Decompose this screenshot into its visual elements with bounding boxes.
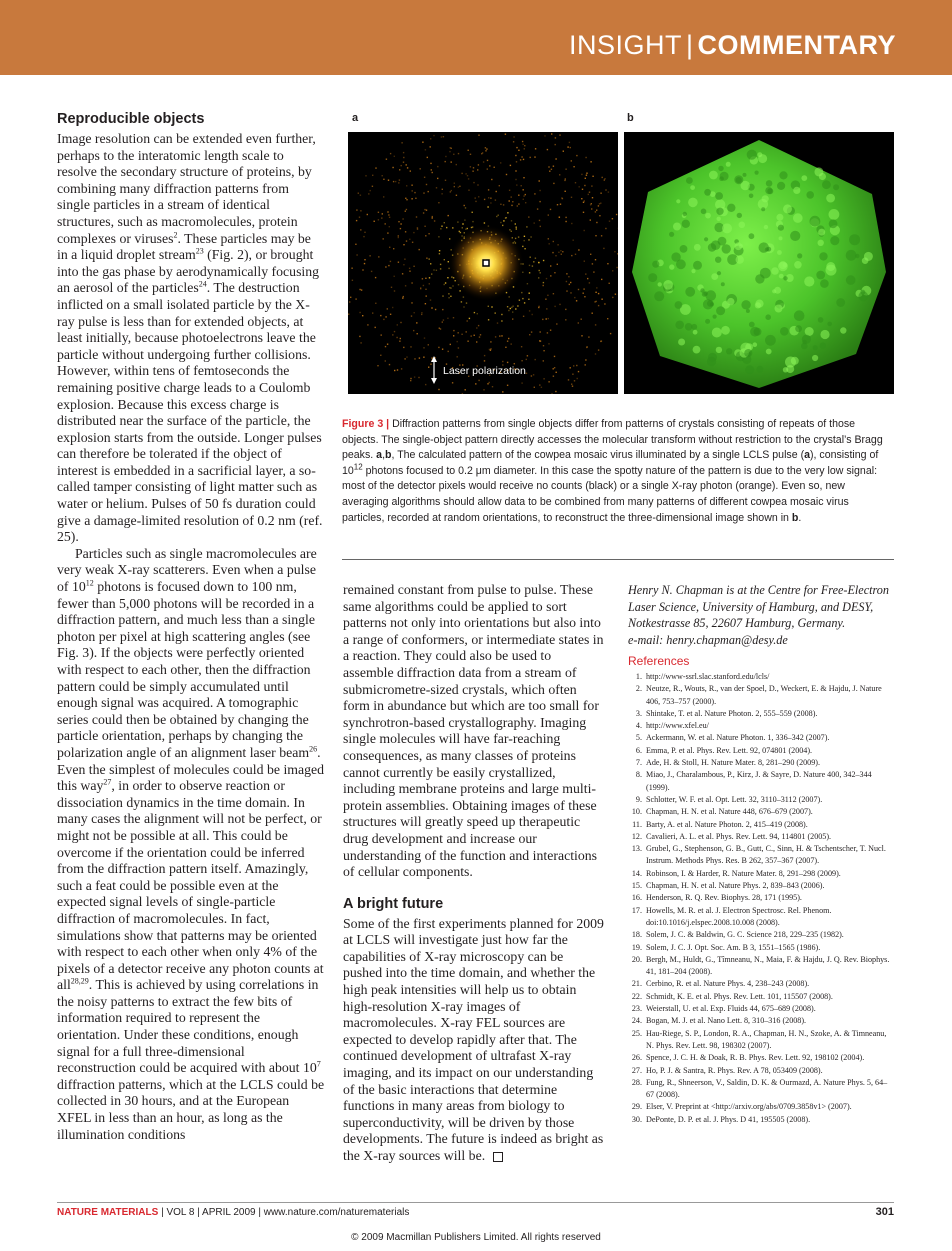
reference-item	[628, 794, 894, 806]
reference-number: 29.	[631, 1102, 642, 1112]
paragraph-1: Image resolution can be extended even further, perhaps to the interatomic length scale to resolve the secondary structure of proteins, by combining many diffraction patterns from single particles in a stream of identical structures, such as macromolecules, protein complexes or viruses$^2$. These particles may be in a liquid droplet stream$^{23}$ (Fig. 2), or brought into the gas phase by aerodynamically focusing an aerosol of the particles$^{24}$. The destruction inflicted on a small isolated particle by the X-ray pulse is less than for extended objects, at least initially, because photoelectrons leave the particle without undergoing further collisions. However, within tens of femtoseconds the remaining positive charge leads to a Coulomb explosion. Because this excess charge is distributed near the surface of the particle, the explosion starts from the outside. Longer pulses can therefore be tolerated if the object of interest is embedded in a sacrificial layer, a so-called tamper consisting of light matter such as water or helium. Pulses of 50 fs duration could give a damage-limited resolution of 0.2 nm (ref. 25).	[57, 131, 323, 545]
banner-insight: INSIGHT	[568, 30, 682, 60]
reference-number: 10.	[631, 807, 642, 817]
reference-number: 30.	[631, 1114, 642, 1124]
reference-number: 22.	[631, 991, 642, 1001]
section-heading-reproducible-objects: Reproducible objects	[57, 111, 205, 127]
section-banner	[0, 0, 952, 75]
reference-number: 5.	[635, 733, 642, 743]
reference-item	[628, 905, 894, 930]
paragraph-4	[343, 916, 605, 1165]
reference-text: Ade, H. & Stoll, H. Nature Mater. 8, 281–290 (2009).	[646, 758, 820, 768]
reference-item	[628, 757, 894, 769]
reference-item	[628, 929, 894, 941]
reference-text: Solem, J. C. J. Opt. Soc. Am. B 3, 1551–1565 (1986).	[646, 942, 821, 952]
column-3	[628, 582, 894, 1126]
reference-item	[628, 978, 894, 990]
reference-number: 21.	[631, 979, 642, 989]
reference-number: 11.	[632, 819, 642, 829]
reference-text: Neutze, R., Wouts, R., van der Spoel, D., Weckert, E. & Hajdu, J. Nature 406, 753–757 (2000).	[646, 684, 882, 706]
column-1	[57, 110, 325, 1143]
reference-text: Schmidt, K. E. et al. Phys. Rev. Lett. 101, 115507 (2008).	[646, 991, 833, 1001]
reference-number: 2.	[635, 684, 642, 694]
reference-item	[628, 1015, 894, 1027]
reference-text: Howells, M. R. et al. J. Electron Spectrosc. Rel. Phenom. doi:10.1016/j.elspec.2008.10.008 (2008).	[646, 905, 832, 927]
reference-item	[628, 683, 894, 708]
reference-text: Ackermann, W. et al. Nature Photon. 1, 336–342 (2007).	[646, 733, 830, 743]
banner-separator: |	[686, 30, 694, 60]
panel-label-b: b	[627, 112, 634, 124]
reference-text: Barty, A. et al. Nature Photon. 2, 415–419 (2008).	[646, 819, 808, 829]
footer-issue: | VOL 8 | APRIL 2009 | www.nature.com/naturematerials	[158, 1207, 410, 1218]
reference-text: Robinson, I. & Harder, R. Nature Mater. 8, 291–298 (2009).	[646, 868, 841, 878]
reference-text: Schlotter, W. F. et al. Opt. Lett. 32, 3110–3112 (2007).	[646, 794, 823, 804]
figure-caption: Figure 3 | Diffraction patterns from single objects differ from patterns of crystals consisting of repeats of those objects. The single-object pattern directly accesses the molecular transform without restriction to the crystal’s Bragg peaks. a,b, The calculated pattern of the cowpea mosaic virus illuminated by a single LCLS pulse (a), consisting of $10^{12}$ photons focused to 0.2 μm diameter. In this case the spotty nature of the pattern is due to the very low signal: most of the detector pixels would receive no counts (black) or a single X-ray photon (orange). Even so, new averaging algorithms should allow data to be combined from many patterns of different cowpea mosaic virus particles, recorded at random orientations, to reconstruct the three-dimensional image shown in b.	[342, 418, 883, 524]
reference-text: Grubel, G., Stephenson, G. B., Gutt, C., Sinn, H. & Tschentscher, T. Nucl. Instrum. Methods Phys. Res. B 262, 357–367 (2007).	[646, 844, 886, 866]
diffraction-pattern-graphic	[348, 132, 618, 394]
panel-label-a: a	[352, 112, 359, 124]
reference-item	[628, 708, 894, 720]
copyright-notice: © 2009 Macmillan Publishers Limited. All rights reserved	[351, 1232, 601, 1243]
virus-reconstruction-graphic	[624, 132, 894, 394]
reference-item	[628, 954, 894, 979]
paragraph-2: Particles such as single macromolecules are very weak X-ray scatterers. Even when a pulse of $10^{12}$ photons is focused down to 100 nm, fewer than 5,000 photons will be recorded in a diffraction pattern, and much less than a single photon per pixel at high scattering angles (see Fig. 3). If the objects were perfectly oriented with respect to each other, then the diffraction pattern could be simply accumulated until enough signal was acquired. A tomographic series could then be obtained by changing the particle orientation, perhaps by changing the polarization angle of an alignment laser beam$^{26}$. Even the simplest of molecules could be imaged this way$^{27}$, in order to observe reaction or dissociation dynamics in the time domain. In many cases the alignment will not be perfect, or might not be possible at all. This could be overcome if the orientation could be inferred from the diffraction pattern itself. Amazingly, such a feat could be possible even at the expected signal levels of single-particle diffraction of macromolecules. In fact, simulations show that patterns may be oriented with respect to each other when only 4% of the pixels of a detector receive any photon counts at all$^{28,29}$. This is achieved by using correlations in the noisy patterns to extract the few bits of information required to represent the orientation. Under these conditions, enough signal for a full three-dimensional reconstruction could be acquired with about $10^7$ diffraction patterns, which at the LCLS could be collected in 30 hours, and at the European XFEL in less than an hour, as long as the illumination conditions	[57, 545, 325, 1142]
footer-journal-name: NATURE MATERIALS	[57, 1207, 159, 1218]
reference-text: Hau-Riege, S. P., London, R. A., Chapman, H. N., Szoke, A. & Timneanu, N. Phys. Rev. Lett. 98, 198302 (2007).	[646, 1028, 887, 1050]
reference-number: 19.	[631, 942, 642, 952]
reference-item	[628, 1101, 894, 1113]
reference-text: Cavalieri, A. L. et al. Phys. Rev. Lett. 94, 114801 (2005).	[646, 831, 832, 841]
reference-number: 23.	[631, 1004, 642, 1014]
polarization-label: Laser polarization	[443, 365, 526, 377]
reference-item	[628, 720, 894, 732]
page-number: 301	[875, 1206, 894, 1218]
reference-item	[628, 942, 894, 954]
reference-text: Bogan, M. J. et al. Nano Lett. 8, 310–316 (2008).	[646, 1016, 807, 1026]
figure-divider	[342, 559, 894, 560]
reference-text: Elser, V. Preprint at <http://arxiv.org/abs/0709.3858v1> (2007).	[646, 1102, 852, 1112]
reference-text: http://www.xfel.eu/	[646, 721, 709, 731]
column-2	[343, 582, 605, 1165]
reference-item	[628, 831, 894, 843]
reference-text: Miao, J., Charalambous, P., Kirz, J. & Sayre, D. Nature 400, 342–344 (1999).	[646, 770, 872, 792]
reference-number: 7.	[635, 758, 642, 768]
reference-number: 8.	[635, 770, 642, 780]
reference-item	[628, 769, 894, 794]
references-list	[628, 671, 894, 1126]
reference-item	[628, 819, 894, 831]
author-affiliation: Henry N. Chapman is at the Centre for Free-Electron Laser Science, University of Hamburg, and DESY, Notkestrasse 85, 22607 Hamburg, Germany.	[628, 583, 889, 630]
end-of-article-icon	[493, 1152, 503, 1162]
reference-item	[628, 806, 894, 818]
reference-item	[628, 732, 894, 744]
reference-number: 28.	[631, 1077, 642, 1087]
author-email: e-mail: henry.chapman@desy.de	[628, 632, 788, 647]
reference-item	[628, 1065, 894, 1077]
reference-item	[628, 892, 894, 904]
reference-text: Cerbino, R. et al. Nature Phys. 4, 238–243 (2008).	[646, 979, 810, 989]
reference-text: Henderson, R. Q. Rev. Biophys. 28, 171 (1995).	[646, 893, 802, 903]
paragraph-3: remained constant from pulse to pulse. These same algorithms could be applied to sort patterns not only into orientations but also into a range of conformers, or intermediate states in a reaction. They could also be used to assemble diffraction data from a stream of submicrometre-sized crystals, which often form in abundance but which are too small for synchrotron-based crystallography. Imaging single molecules will have far-reaching consequences, as many classes of proteins cannot currently be easily crystallized, including membrane proteins and large multi-protein assemblies. Obtaining images of these structures will greatly speed up therapeutic drug development and increase our understanding of the function and interactions of cellular components.	[343, 582, 604, 880]
reference-number: 18.	[631, 930, 642, 940]
reference-number: 1.	[635, 672, 642, 681]
reference-number: 17.	[631, 905, 642, 915]
reference-number: 27.	[631, 1065, 642, 1075]
reference-number: 16.	[631, 893, 642, 903]
reference-item	[628, 1052, 894, 1064]
reference-number: 13.	[631, 844, 642, 854]
reference-text: Weierstall, U. et al. Exp. Fluids 44, 675–689 (2008).	[646, 1004, 816, 1014]
reference-text: Shintake, T. et al. Nature Photon. 2, 555–559 (2008).	[646, 708, 818, 718]
reference-number: 15.	[631, 881, 642, 891]
reference-item	[628, 843, 894, 868]
virus-reconstruction-image	[624, 132, 894, 394]
reference-text: Ho, P. J. & Santra, R. Phys. Rev. A 78, 053409 (2008).	[646, 1065, 823, 1075]
diffraction-pattern-image	[348, 132, 618, 394]
reference-text: Chapman, H. N. et al. Nature Phys. 2, 839–843 (2006).	[646, 881, 825, 891]
reference-number: 20.	[631, 954, 642, 964]
references-heading: References	[628, 654, 690, 668]
reference-number: 14.	[631, 868, 642, 878]
reference-item	[628, 880, 894, 892]
reference-text: Fung, R., Shneerson, V., Saldin, D. K. & Ourmazd, A. Nature Phys. 5, 64–67 (2008).	[646, 1077, 888, 1100]
reference-number: 9.	[635, 794, 642, 804]
reference-text: Chapman, H. N. et al. Nature 448, 676–679 (2007).	[646, 807, 813, 817]
reference-text: http://www-ssrl.slac.stanford.edu/lcls/	[646, 672, 770, 681]
reference-number: 4.	[635, 721, 642, 731]
banner-commentary: COMMENTARY	[697, 30, 896, 60]
footer-journal-info	[57, 1207, 409, 1218]
paragraph-4-text: Some of the first experiments planned for 2009 at LCLS will investigate just how far the capabilities of X-ray microscopy can be pushed into the time domain, and whether the high peak intensities will help us to obtain high-resolution X-ray images of macromolecules. X-ray FEL sources are expected to develop rapidly after that. The continued development of ultrafast X-ray imaging, and its impact on our understanding of the basic interactions that determine functions in many areas from biology to superconductivity, will be driven by those developments. The future is indeed as bright as the X-ray sources will be.	[343, 915, 604, 1163]
reference-text: Emma, P. et al. Phys. Rev. Lett. 92, 074801 (2004).	[646, 745, 813, 755]
footer-divider	[57, 1202, 894, 1203]
reference-item	[628, 868, 894, 880]
banner-title	[569, 30, 896, 61]
reference-text: DePonte, D. P. et al. J. Phys. D 41, 195505 (2008).	[646, 1114, 811, 1124]
reference-number: 25.	[631, 1028, 642, 1038]
reference-item	[628, 1028, 894, 1053]
reference-text: Solem, J. C. & Baldwin, G. C. Science 218, 229–235 (1982).	[646, 930, 844, 940]
reference-item	[628, 1003, 894, 1015]
section-heading-bright-future: A bright future	[343, 895, 444, 912]
reference-number: 6.	[635, 745, 642, 755]
reference-number: 24.	[631, 1016, 642, 1026]
reference-number: 26.	[631, 1053, 642, 1063]
reference-item	[628, 1114, 894, 1126]
reference-item	[628, 671, 894, 683]
reference-number: 3.	[635, 708, 642, 718]
reference-item	[628, 1077, 894, 1102]
reference-text: Spence, J. C. H. & Doak, R. B. Phys. Rev. Lett. 92, 198102 (2004).	[646, 1053, 865, 1063]
reference-item	[628, 991, 894, 1003]
reference-number: 12.	[631, 831, 642, 841]
reference-item	[628, 745, 894, 757]
reference-text: Bergh, M., Huldt, G., Tîmneanu, N., Maia, F. & Hajdu, J. Q. Rev. Biophys. 41, 181–204 (2008).	[646, 954, 890, 977]
